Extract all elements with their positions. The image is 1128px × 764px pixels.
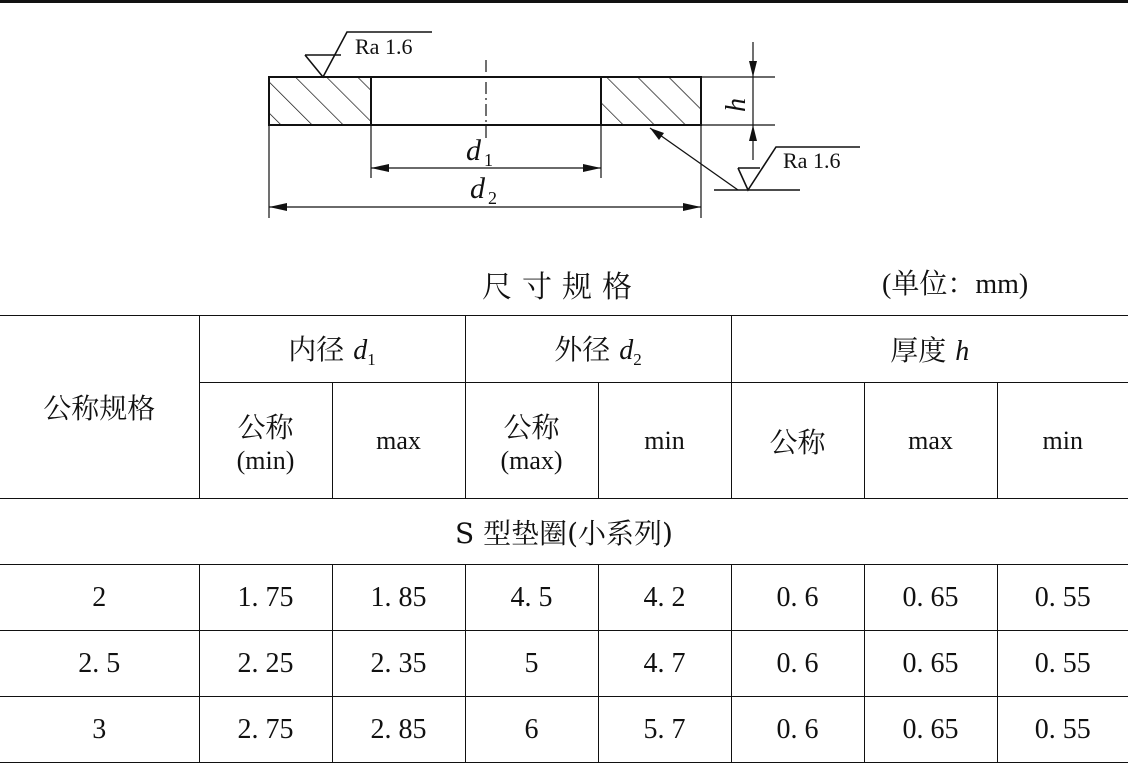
table-title: 尺寸规格 [482,270,642,305]
table-row [0,697,1128,763]
d1-label: d [466,134,481,167]
spec-table [0,315,1128,763]
header-thick-min: min [997,383,1128,499]
table-cell: 3 [0,697,199,763]
unit-note: (单位：mm) [882,269,1029,300]
table-cell: 2. 75 [199,697,332,763]
washer-drawing [0,0,1128,250]
table-cell: 5. 7 [598,697,731,763]
table-cell: 0. 55 [997,565,1128,631]
table-cell: 1. 75 [199,565,332,631]
header-outer-nominal: 公称 (max) [465,383,598,499]
header-outer-min: min [598,383,731,499]
header-thick-max: max [864,383,997,499]
table-cell: 0. 55 [997,697,1128,763]
table-cell: 4. 2 [598,565,731,631]
table-cell: 0. 65 [864,565,997,631]
table-cell: 0. 6 [731,631,864,697]
header-nominal-spec: 公称规格 [0,316,199,499]
header-thickness: 厚度 h [731,316,1128,383]
table-cell: 2. 85 [332,697,465,763]
header-inner-diameter: 内径 $d_1$ [199,316,465,383]
right-section [601,77,701,125]
table-cell: 5 [465,631,598,697]
roughness-label-top: Ra 1.6 [355,34,413,59]
leader-line [650,128,738,190]
table-cell: 0. 55 [997,631,1128,697]
section-label: S 型垫圈(小系列) [0,499,1128,565]
header-inner-nominal: 公称 (min) [199,383,332,499]
table-cell: 4. 7 [598,631,731,697]
d2-label-sub: 2 [488,188,497,208]
table-cell: 0. 6 [731,565,864,631]
table-cell: 0. 6 [731,697,864,763]
section-row [0,499,1128,565]
table-cell: 6 [465,697,598,763]
d1-label-sub: 1 [484,150,493,170]
table-cell: 2 [0,565,199,631]
table-cell: 0. 65 [864,697,997,763]
header-thick-nominal: 公称 [731,383,864,499]
table-row [0,631,1128,697]
roughness-label-side: Ra 1.6 [783,148,841,173]
d2-label: d [470,172,485,205]
table-cell: 2. 35 [332,631,465,697]
table-cell: 2. 25 [199,631,332,697]
header-inner-max: max [332,383,465,499]
table-cell: 0. 65 [864,631,997,697]
table-cell: 2. 5 [0,631,199,697]
header-row-1 [0,316,1128,383]
left-section [269,77,371,125]
table-row [0,565,1128,631]
h-label: h [721,98,752,112]
table-cell: 1. 85 [332,565,465,631]
table-cell: 4. 5 [465,565,598,631]
header-outer-diameter: 外径 $d_2$ [465,316,731,383]
